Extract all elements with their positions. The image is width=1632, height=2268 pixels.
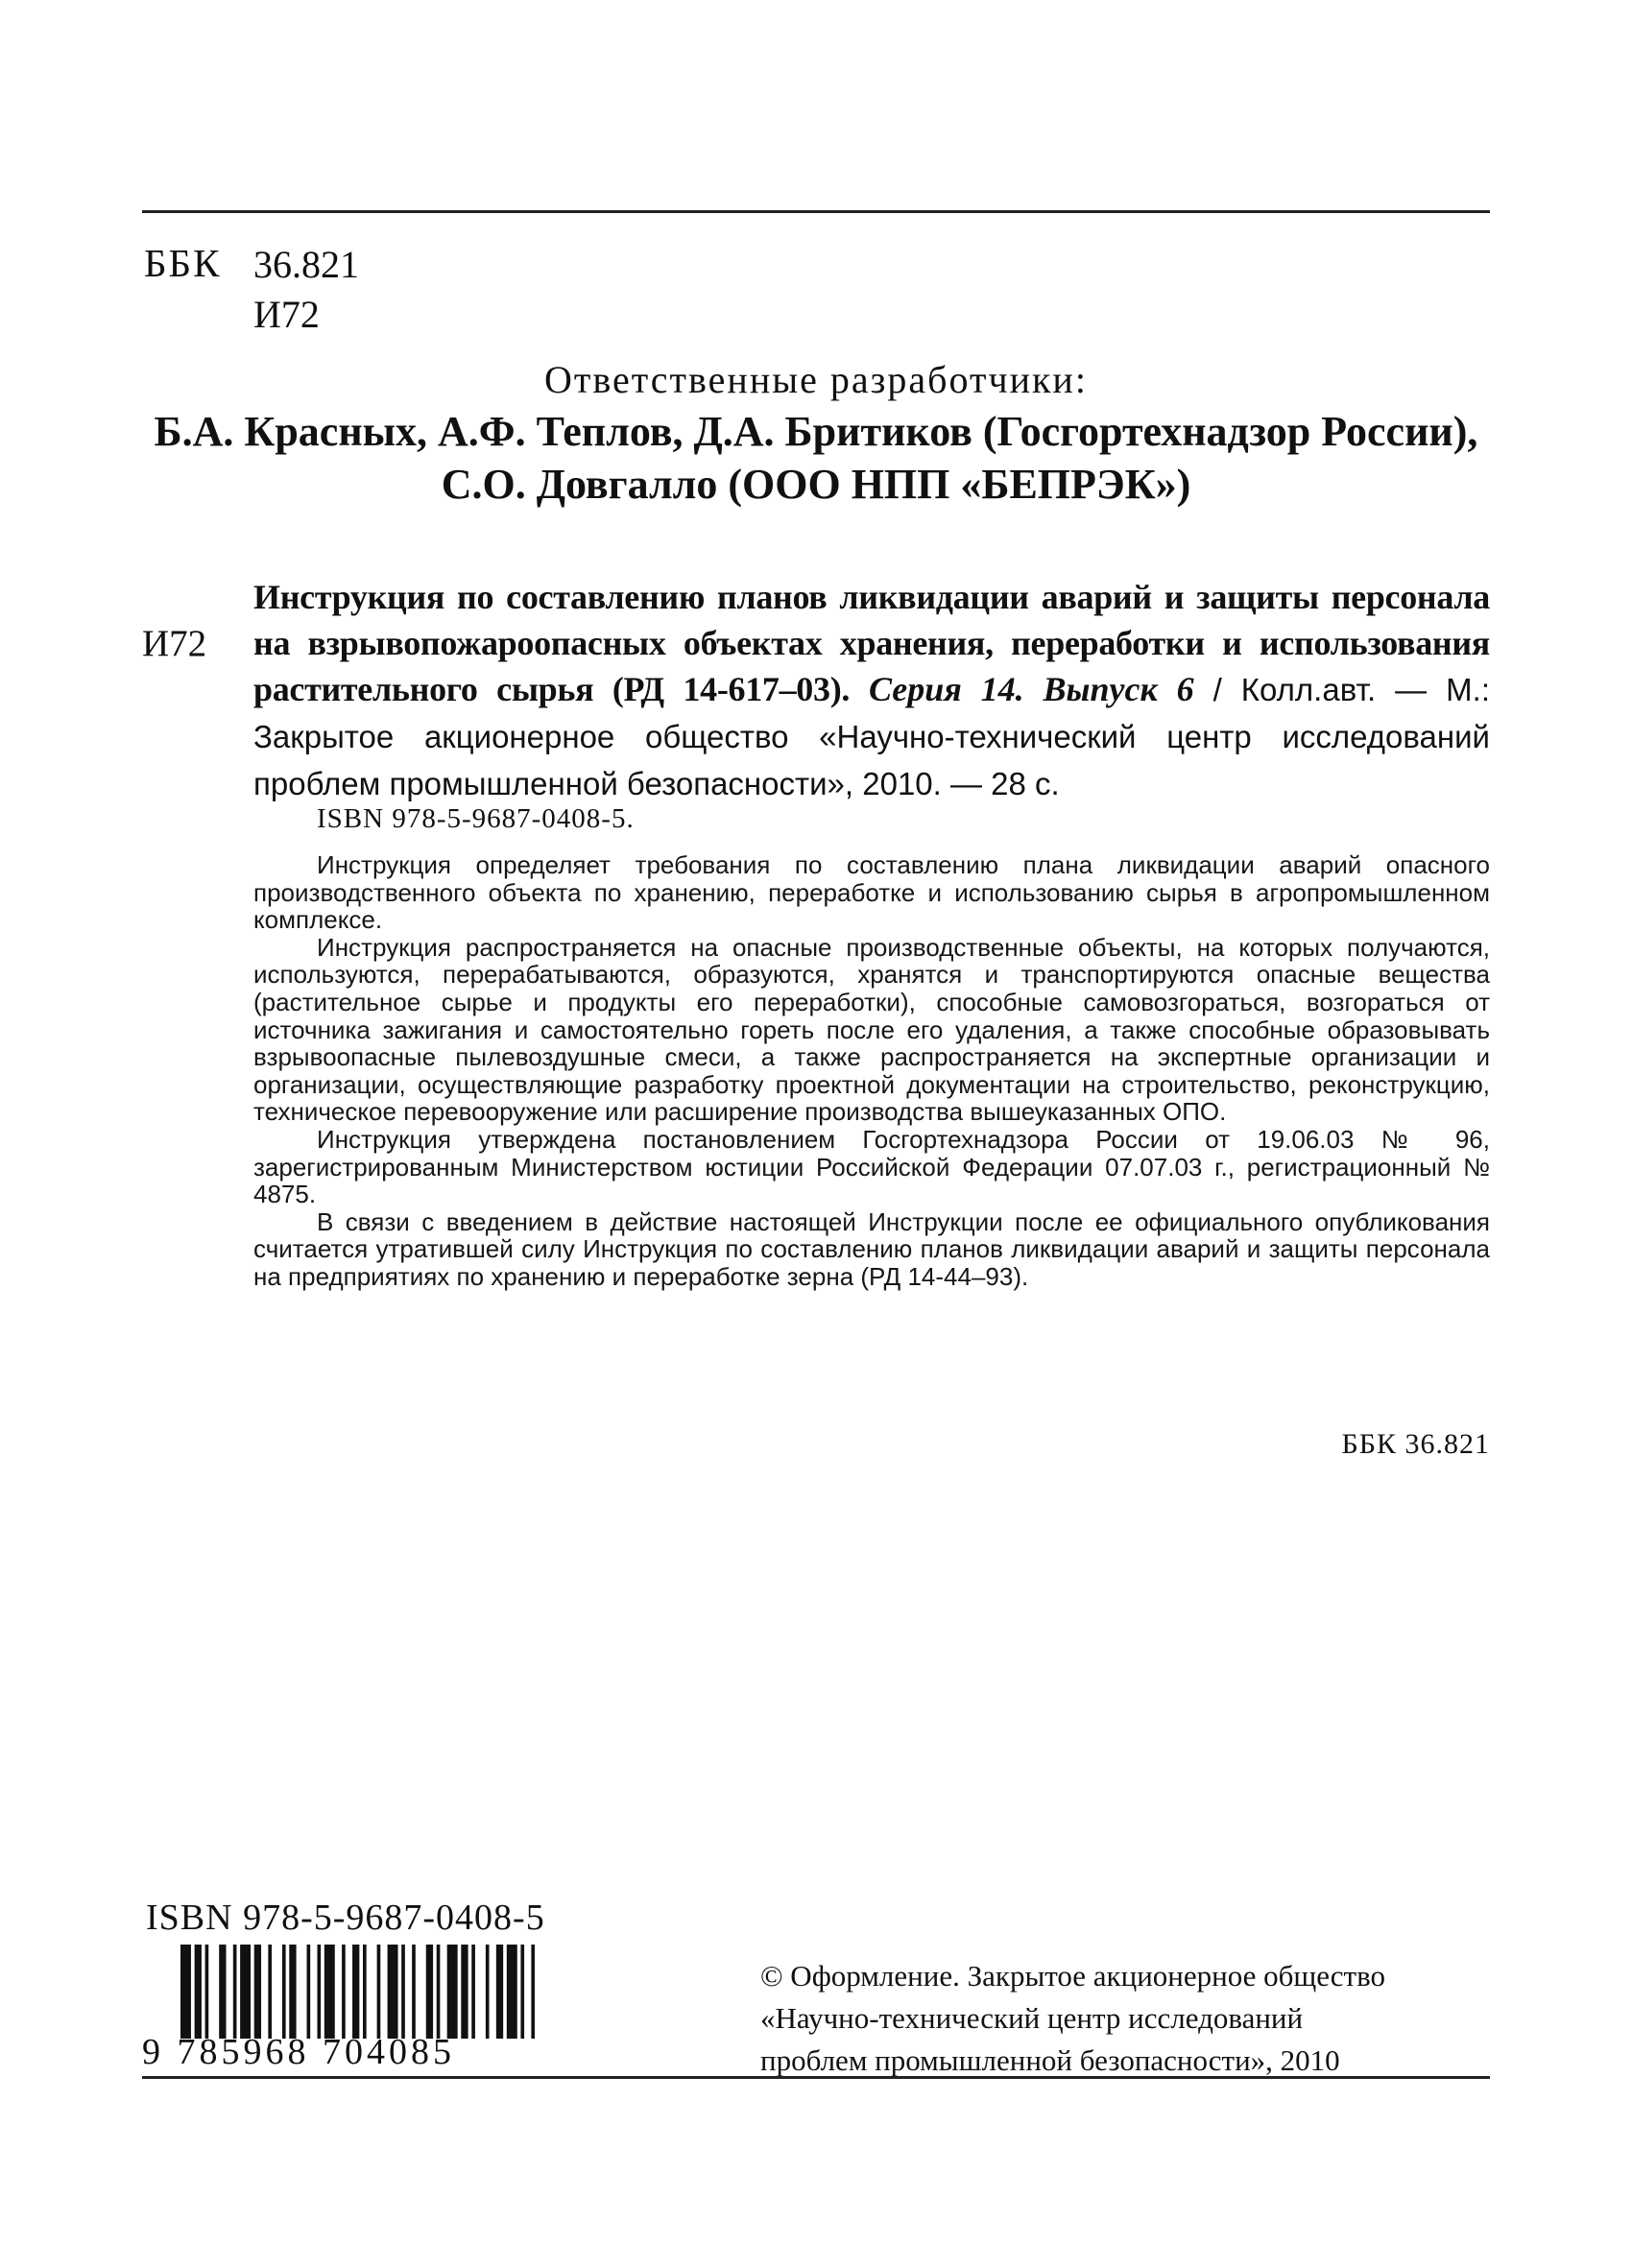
barcode-bar <box>240 1945 251 2039</box>
barcode-bar <box>377 1945 381 2039</box>
top-rule <box>142 210 1490 213</box>
barcode-bar <box>180 1945 191 2039</box>
barcode-bar <box>233 1945 237 2039</box>
barcode-bar <box>447 1945 458 2039</box>
developers-line-1: Б.А. Красных, А.Ф. Теплов, Д.А. Бритиков (Госгортехнадзор России), <box>154 408 1478 455</box>
barcode-bar <box>486 1945 490 2039</box>
barcode-bar <box>254 1945 261 2039</box>
barcode-bar <box>352 1945 359 2039</box>
barcode-bar <box>471 1945 475 2039</box>
annotation-paragraph: В связи с введением в действие настоящей Инструкции после ее официального опубликования считается утратившей силу Инструкция по составлению планов ликвидации аварий и защиты персонала на предприятиях по хранению и переработке зерна (РД 14-44–93). <box>253 1206 1490 1291</box>
barcode-bar <box>507 1945 517 2039</box>
developers-line-2: С.О. Довгалло (ООО НПП «БЕПРЭК») <box>441 461 1191 508</box>
barcode-bar <box>388 1945 398 2039</box>
barcode-bar <box>412 1945 416 2039</box>
barcode-digits: 9 785968 704085 <box>142 2032 455 2072</box>
developers-caption: Ответственные разработчики: <box>544 358 1088 401</box>
copyright-line-1: © Оформление. Закрытое акционерное общество <box>760 1959 1386 1993</box>
barcode-bar <box>307 1945 311 2039</box>
bbk-label: ББК <box>144 241 222 285</box>
barcode-bar <box>426 1945 433 2039</box>
author-index: И72 <box>253 293 320 336</box>
bibliographic-entry <box>253 574 1490 807</box>
barcode-bar <box>342 1945 346 2039</box>
barcode-bar <box>219 1945 226 2039</box>
copyright-line-3: проблем промышленной безопасности», 2010 <box>760 2043 1340 2077</box>
barcode-bar <box>461 1945 468 2039</box>
barcode-bar <box>205 1945 209 2039</box>
bbk-index-block <box>253 240 359 340</box>
bbk-code: 36.821 <box>253 243 359 286</box>
isbn-barcode-block <box>142 1897 555 2072</box>
barcode-bar <box>437 1945 441 2039</box>
barcode-bar <box>520 1945 524 2039</box>
entry-title: Инструкция по составлению планов ликвидации аварий и защиты персонала на взрывопожароопасных объектах хранения, переработки и использования растительного сырья (РД 14-617–03). <box>253 578 1490 708</box>
isbn-label: ISBN 978-5-9687-0408-5 <box>146 1898 545 1938</box>
copyright-block <box>760 1955 1490 2082</box>
entry-isbn: ISBN 978-5-9687-0408-5. <box>317 803 635 834</box>
barcode-bar <box>282 1945 286 2039</box>
entry-series: Серия 14. Выпуск 6 <box>868 670 1194 708</box>
barcode-bar <box>496 1945 503 2039</box>
barcode-bar <box>401 1945 405 2039</box>
barcode-bar <box>318 1945 322 2039</box>
bbk-bottom: ББК 36.821 <box>1341 1428 1490 1460</box>
annotation <box>253 851 1490 1291</box>
annotation-paragraph: Инструкция определяет требования по составлению плана ликвидации аварий опасного производственного объекта по хранению, переработке и использованию сырья в агропромышленном комплексе. <box>253 850 1490 935</box>
author-mark: И72 <box>142 623 207 664</box>
copyright-line-2: «Научно-технический центр исследований <box>760 2001 1304 2035</box>
barcode-bar <box>289 1945 296 2039</box>
barcode-bar <box>324 1945 335 2039</box>
barcode-bar <box>363 1945 367 2039</box>
barcode-bar <box>268 1945 272 2039</box>
barcode-bar <box>195 1945 202 2039</box>
bottom-rule <box>142 2076 1490 2079</box>
barcode-bar <box>531 1945 535 2039</box>
annotation-paragraph: Инструкция распространяется на опасные производственные объекты, на которых получаются, используются, перерабатываются, образуются, хранятся и транспортируются опасные вещества (растительное сырье и продукты его переработки), способные самовозгораться, возгораться от источника зажигания и самостоятельно гореть после его удаления, а также способные образовывать взрывоопасные пылевоздушные смеси, а также распространяется на экспертные организации и организации, осуществляющие разработку проектной документации на строительство, реконструкцию, техническое перевооружение или расширение производства вышеуказанных ОПО. <box>253 932 1490 1127</box>
developers-block <box>142 355 1490 511</box>
barcode-image <box>180 1945 545 2039</box>
entry-publication-info: / Колл.авт. — М.: Закрытое акционерное общество «Научно-технический центр исследований проблем промышленной безопасности», 2010. — 28 с. <box>253 672 1491 801</box>
annotation-paragraph: Инструкция утверждена постановлением Госгортехнадзора России от 19.06.03 № 96, зарегистрированным Министерством юстиции Российской Федерации 07.07.03 г., регистрационный № 4875. <box>253 1124 1490 1209</box>
